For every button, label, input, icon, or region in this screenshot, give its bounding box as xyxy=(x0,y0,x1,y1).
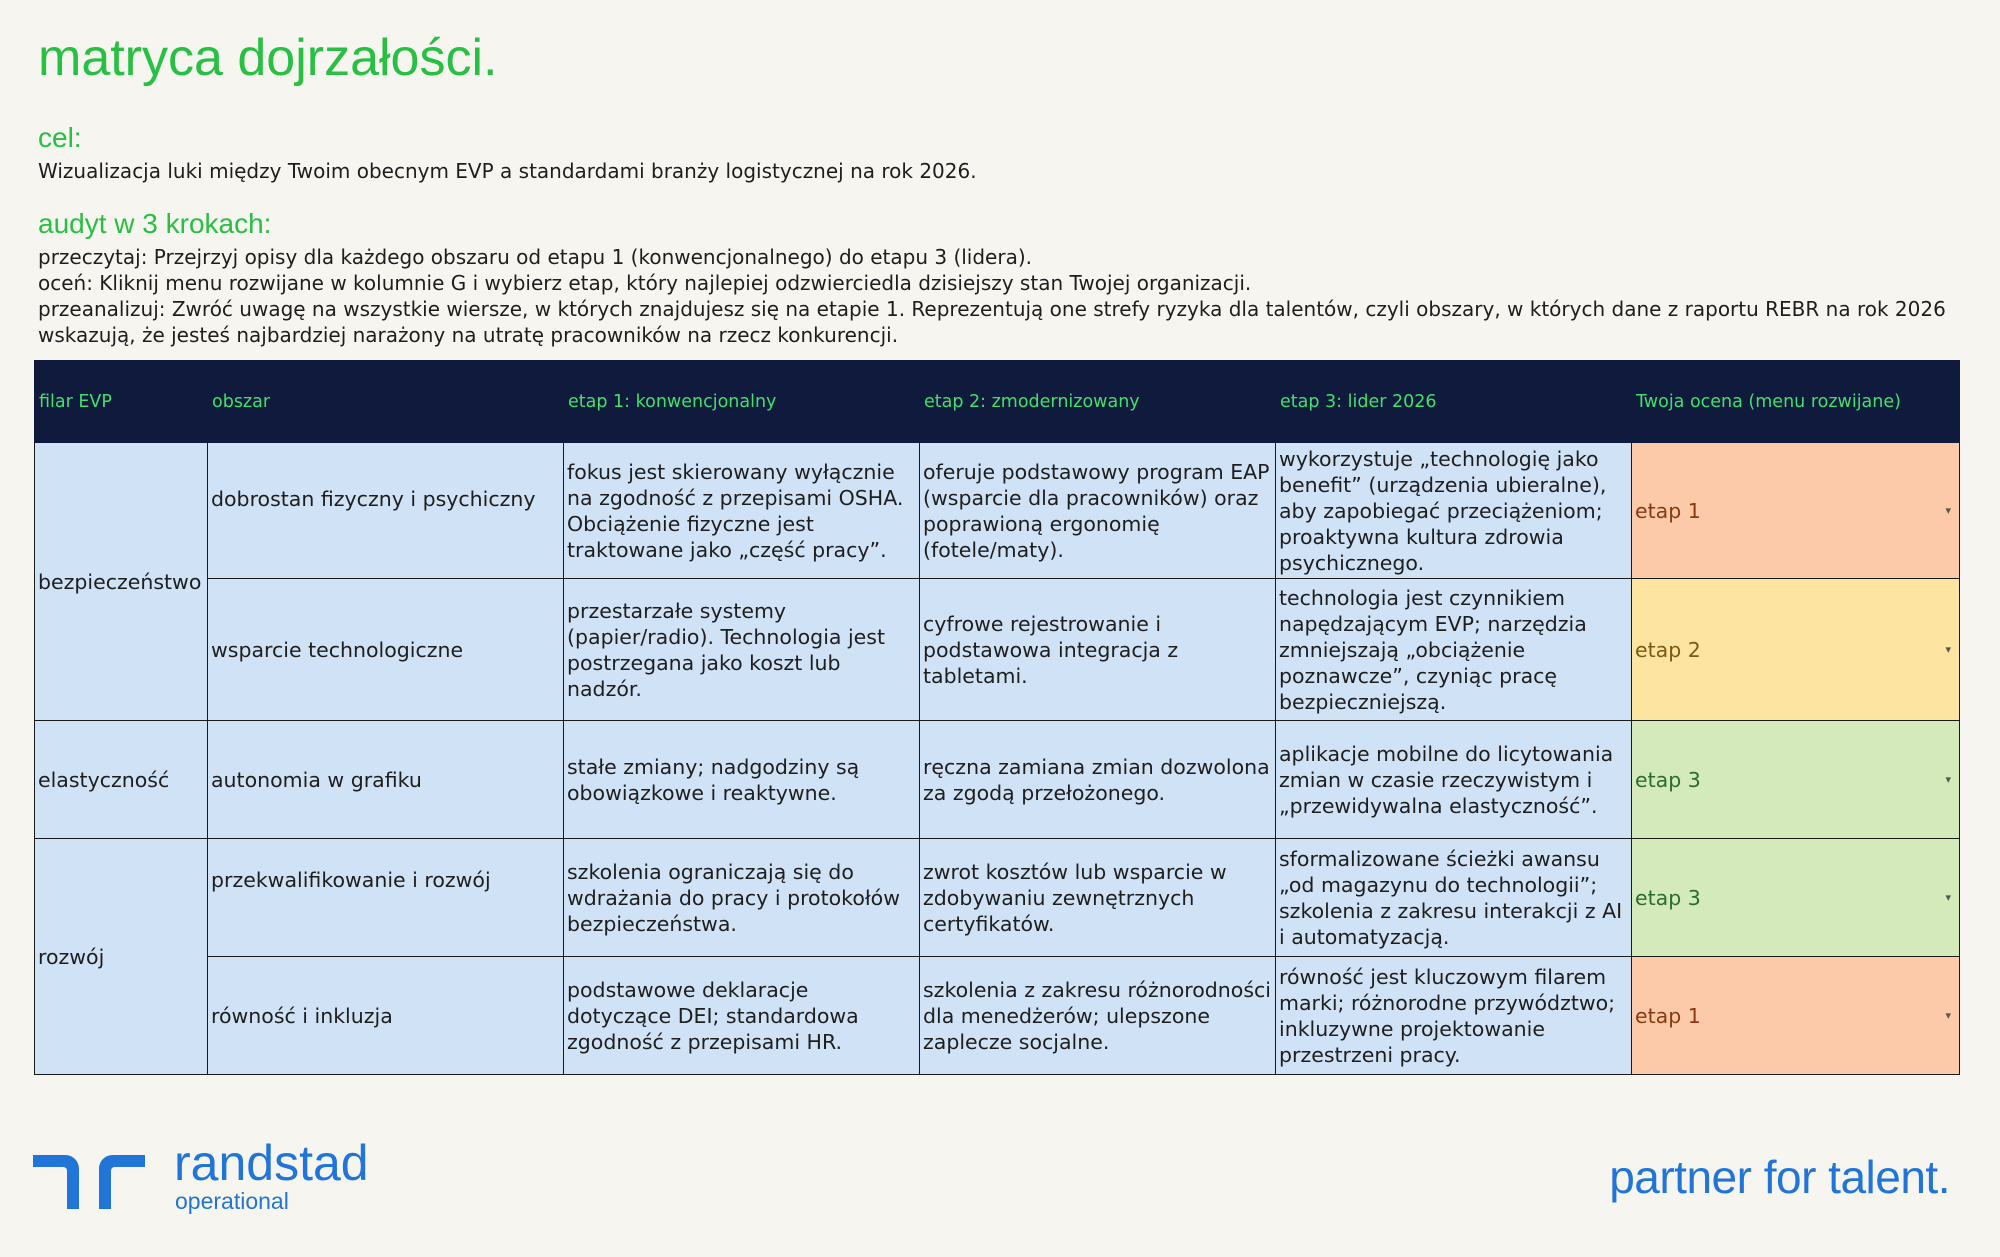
header-stage-1: etap 1: konwencjonalny xyxy=(564,361,920,443)
area-cell: przekwalifikowanie i rozwój xyxy=(208,839,564,957)
dropdown-arrow-icon[interactable]: ▾ xyxy=(1945,503,1951,517)
audit-step-read: przeczytaj: Przejrzyj opisy dla każdego obszaru od etapu 1 (konwencjonalnego) do etapu 3 (lidera). xyxy=(38,245,1032,269)
table-row xyxy=(35,443,1960,579)
stage1-cell: podstawowe deklaracje dotyczące DEI; standardowa zgodność z przepisami HR. xyxy=(564,957,920,1075)
table-row xyxy=(35,579,1960,721)
brand-subtitle: operational xyxy=(175,1188,289,1214)
pillar-cell: rozwój xyxy=(35,839,208,1075)
header-pillar: filar EVP xyxy=(35,361,208,443)
audit-step-analyze: przeanalizuj: Zwróć uwagę na wszystkie wiersze, w których znajdujesz się na etapie 1. Reprezentują one strefy ryzyka dla talentów, czyli obszary, w których dane z raportu REBR na rok 2026 wskazują, że jesteś najbardziej narażony na utratę pracowników na rzecz konkurencji. xyxy=(38,297,1946,347)
maturity-matrix xyxy=(34,360,1960,1075)
stage3-cell: technologia jest czynnikiem napędzającym EVP; narzędzia zmniejszają „obciążenie poznawcze”, czyniąc pracę bezpieczniejszą. xyxy=(1276,579,1632,721)
rating-dropdown[interactable] xyxy=(1632,443,1960,579)
table-header-row xyxy=(35,361,1960,443)
table-row xyxy=(35,721,1960,839)
table-row xyxy=(35,957,1960,1075)
header-stage-2: etap 2: zmodernizowany xyxy=(920,361,1276,443)
header-rating: Twoja ocena (menu rozwijane) xyxy=(1632,361,1960,443)
audit-heading: audyt w 3 krokach: xyxy=(38,208,272,239)
audit-steps xyxy=(38,244,1958,348)
audit-step-assess: oceń: Kliknij menu rozwijane w kolumnie G i wybierz etap, który najlepiej odzwierciedla dzisiejszy stan Twojej organizacji. xyxy=(38,271,1252,295)
dropdown-arrow-icon[interactable]: ▾ xyxy=(1945,642,1951,656)
header-area: obszar xyxy=(208,361,564,443)
stage2-cell: ręczna zamiana zmian dozwolona za zgodą przełożonego. xyxy=(920,721,1276,839)
stage3-cell: aplikacje mobilne do licytowania zmian w czasie rzeczywistym i „przewidywalna elastyczność”. xyxy=(1276,721,1632,839)
area-cell: równość i inkluzja xyxy=(208,957,564,1075)
rating-value: etap 2 xyxy=(1635,637,1701,662)
pillar-cell: elastyczność xyxy=(35,721,208,839)
rating-value: etap 1 xyxy=(1635,1003,1701,1028)
stage2-cell: oferuje podstawowy program EAP (wsparcie dla pracowników) oraz poprawioną ergonomię (fotele/maty). xyxy=(920,443,1276,579)
stage2-cell: zwrot kosztów lub wsparcie w zdobywaniu zewnętrznych certyfikatów. xyxy=(920,839,1276,957)
stage2-cell: cyfrowe rejestrowanie i podstawowa integracja z tabletami. xyxy=(920,579,1276,721)
stage2-cell: szkolenia z zakresu różnorodności dla menedżerów; ulepszone zaplecze socjalne. xyxy=(920,957,1276,1075)
stage1-cell: stałe zmiany; nadgodziny są obowiązkowe i reaktywne. xyxy=(564,721,920,839)
stage3-cell: wykorzystuje „technologię jako benefit” (urządzenia ubieralne), aby zapobiegać przeciążeniom; proaktywna kultura zdrowia psychicznego. xyxy=(1276,443,1632,579)
dropdown-arrow-icon[interactable]: ▾ xyxy=(1945,1008,1951,1022)
rating-value: etap 3 xyxy=(1635,767,1701,792)
rating-value: etap 3 xyxy=(1635,885,1701,910)
rating-dropdown[interactable] xyxy=(1632,721,1960,839)
stage1-cell: przestarzałe systemy (papier/radio). Technologia jest postrzegana jako koszt lub nadzór. xyxy=(564,579,920,721)
rating-dropdown[interactable] xyxy=(1632,579,1960,721)
rating-value: etap 1 xyxy=(1635,498,1701,523)
dropdown-arrow-icon[interactable]: ▾ xyxy=(1945,890,1951,904)
page-title: matryca dojrzałości. xyxy=(38,29,498,87)
tagline: partner for talent. xyxy=(1609,1151,1950,1203)
stage3-cell: równość jest kluczowym filarem marki; różnorodne przywództwo; inkluzywne projektowanie przestrzeni pracy. xyxy=(1276,957,1632,1075)
stage1-cell: szkolenia ograniczają się do wdrażania do pracy i protokołów bezpieczeństwa. xyxy=(564,839,920,957)
goal-text: Wizualizacja luki między Twoim obecnym EVP a standardami branży logistycznej na rok 2026. xyxy=(38,159,977,183)
randstad-logo-icon xyxy=(33,1155,145,1209)
brand-name: randstad xyxy=(174,1135,369,1191)
area-cell: dobrostan fizyczny i psychiczny xyxy=(208,443,564,579)
stage3-cell: sformalizowane ścieżki awansu „od magazynu do technologii”; szkolenia z zakresu interakcji z AI i automatyzacją. xyxy=(1276,839,1632,957)
area-cell: autonomia w grafiku xyxy=(208,721,564,839)
area-cell: wsparcie technologiczne xyxy=(208,579,564,721)
rating-dropdown[interactable] xyxy=(1632,839,1960,957)
table-row xyxy=(35,839,1960,957)
pillar-cell: bezpieczeństwo xyxy=(35,443,208,721)
rating-dropdown[interactable] xyxy=(1632,957,1960,1075)
header-stage-3: etap 3: lider 2026 xyxy=(1276,361,1632,443)
goal-heading: cel: xyxy=(38,122,82,153)
dropdown-arrow-icon[interactable]: ▾ xyxy=(1945,772,1951,786)
stage1-cell: fokus jest skierowany wyłącznie na zgodność z przepisami OSHA. Obciążenie fizyczne jest traktowane jako „część pracy”. xyxy=(564,443,920,579)
